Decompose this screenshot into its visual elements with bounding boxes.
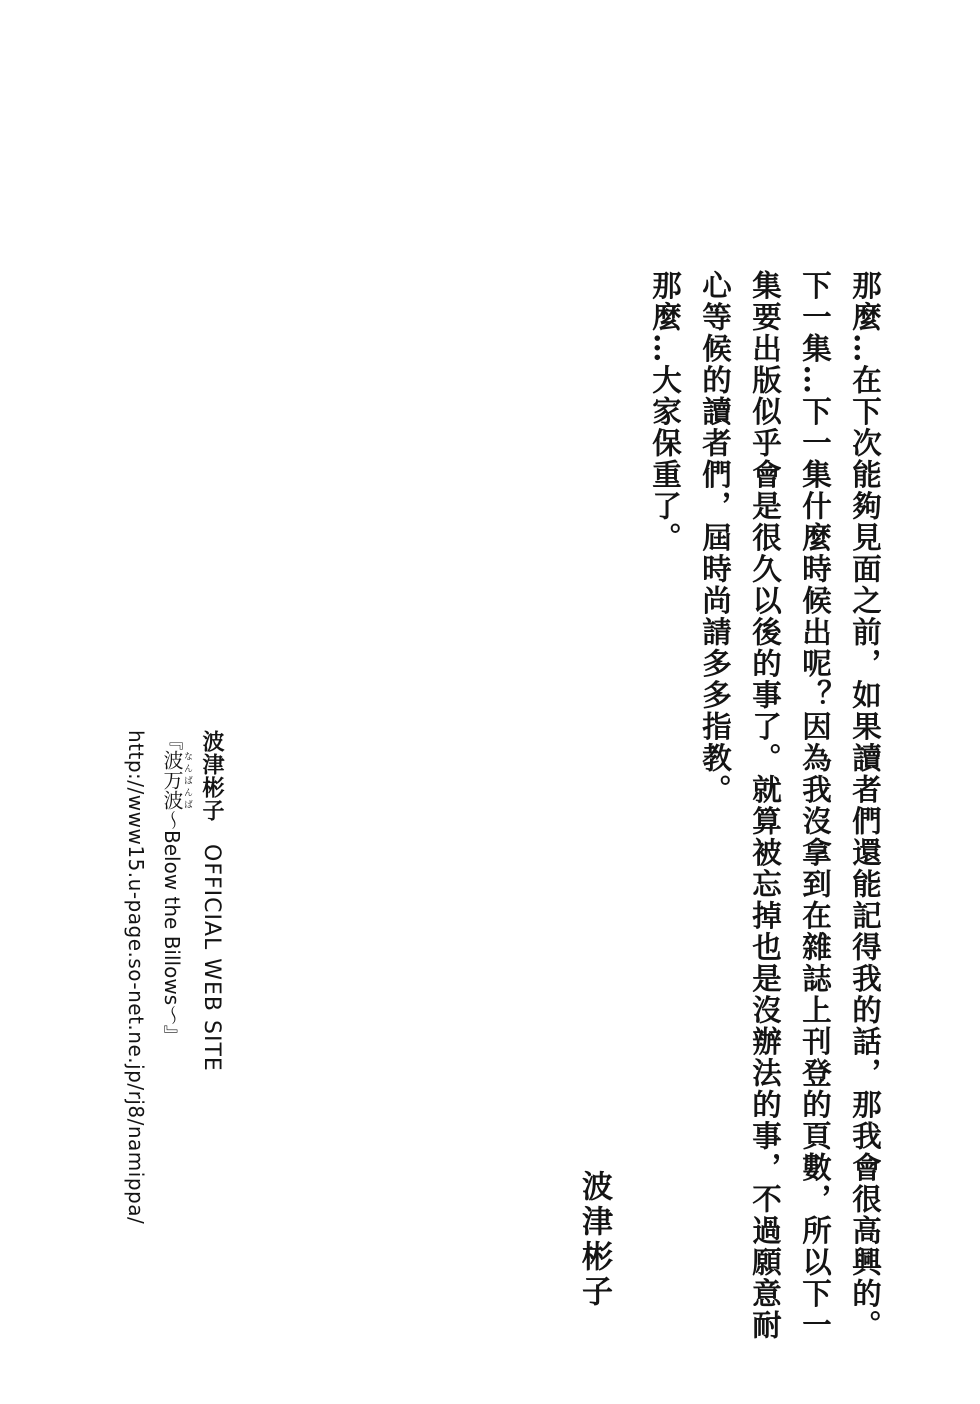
text-line-1: 那麼…在下次能夠見面之前，如果讀者們還能記得我的話，那我會很高興的。 — [848, 270, 883, 1341]
site-url: http://www15.u-page.so-net.ne.jp/rj8/namippa/ — [124, 730, 148, 1225]
site-heading — [192, 730, 230, 1370]
author-name: 波津彬子 — [199, 730, 224, 822]
site-title — [155, 730, 192, 1370]
site-label: OFFICIAL WEB SITE — [199, 844, 224, 1072]
text-line-3: 集要出版似乎會是很久以後的事了。就算被忘掉也是沒辦法的事，不過願意耐 — [748, 270, 783, 1341]
title-open-bracket: 『 — [160, 730, 184, 750]
title-rest: ～Below the Billows～』 — [160, 810, 184, 1046]
website-info — [120, 730, 230, 1370]
afterword-text — [640, 270, 890, 1341]
text-line-4: 心等候的讀者們，屆時尚請多多指教。 — [698, 270, 733, 806]
title-ruby-reading: なんばんば — [182, 750, 192, 810]
author-signature: 波津彬子 — [576, 1170, 612, 1310]
title-ruby-base: 波万波 — [160, 750, 184, 810]
text-line-2: 下一集…下一集什麼時候出呢？因為我沒拿到在雜誌上刊登的頁數，所以下一 — [798, 270, 833, 1341]
text-line-5: 那麼…大家保重了。 — [648, 270, 683, 554]
title-ruby — [160, 750, 192, 810]
